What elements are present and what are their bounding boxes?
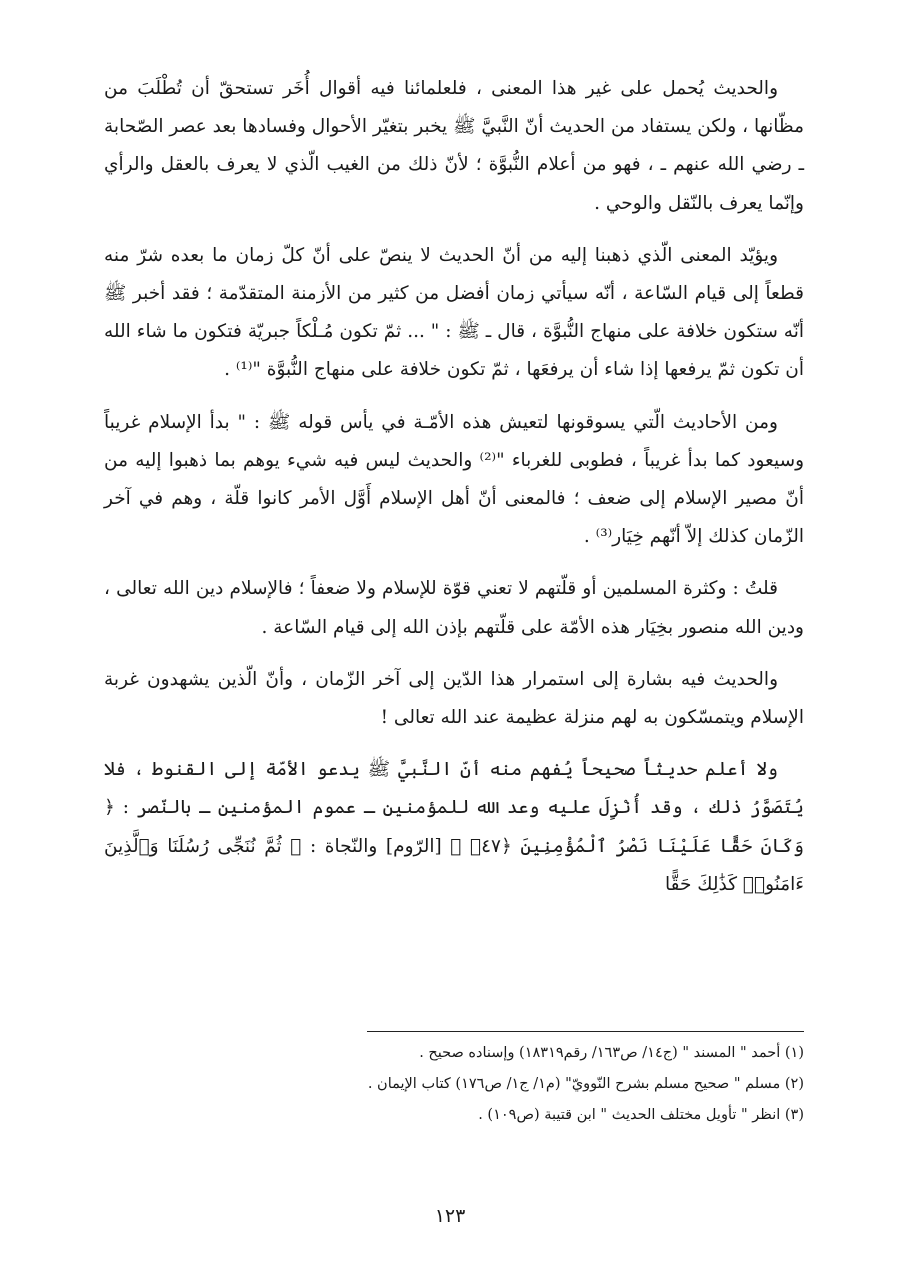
paragraph-1: والحديث يُحمل على غير هذا المعنى ، فلعلمائنا فيه أقوال أُخَر تستحقّ أن تُطْلَبَ من مظّانها ، ولكن يستفاد من الحديث أنّ النَّبيَّ ﷺ يخبر بتغيّر الأحوال وفسادها بعد عصر الصّحابة ـ رضي الله عنهم ـ ، فهو من أعلام النُّبوَّة ؛ لأنّ ذلك من الغيب الّذي لا يعرف بالعقل والرأي وإنّما يعرف بالنّقل والوحي . xyxy=(104,78,804,214)
page-number: ١٢٣ xyxy=(434,1205,466,1227)
paragraph-2: ويؤيّد المعنى الّذي ذهبنا إليه من أنّ الحديث لا ينصّ على أنّ كلّ زمان ما بعده شرّ منه قطعاً إلى قيام السّاعة ، أنّه سيأتي زمان أفضل من كثير من الأزمنة المتقدّمة ؛ فقد أخبر ﷺ أنّه ستكون خلافة على منهاج النُّبوَّة ، قال ـ ﷺ : " ... ثمّ تكون مُـلْكاً جبريّة فتكون ما شاء الله أن تكون ثمّ يرفعها إذا شاء أن يرفعَها ، ثمّ تكون خلافة على منهاج النُّبوَّة "⁽¹⁾ . xyxy=(104,244,804,381)
footnote-divider xyxy=(367,1031,804,1032)
page-body xyxy=(104,70,804,918)
paragraph-4: قلتُ : وكثرة المسلمين أو قلّتهم لا تعني قوّة للإسلام ولا ضعفاً ؛ فالإسلام دين الله تعالى ، ودين الله منصور بخِيَار هذه الأمّة على قلّتهم بإذن الله إلى قيام السّاعة . xyxy=(104,578,804,638)
footnote-2: (٢) مسلم " صحيح مسلم بشرح النّوويّ" (م١/ ج١/ ص١٧٦) كتاب الإيمان . xyxy=(367,1076,804,1092)
paragraph-6: ولا أعلم حديثاً صحيحاً يُفهم منه أنّ النَّبيَّ ﷺ يدعو الأمّة إلى القنوط ، فلا يُتَصَوَّرُ ذلك ، وقد أُنْزِلَ عليه وعد الله للمؤمنين ـ عموم المؤمنين ـ بالنّصر : ﴿ وَكَانَ حَقًّا عَلَيْنَا نَصْرُ ٱلْمُؤْمِنِينَ ﴿٤٧﴾ ﴾ [الرّوم] والنّجاة : ﴿ ثُمَّ نُنَجِّى رُسُلَنَا وَٱلَّذِينَ ءَامَنُوا۟ كَذَٰلِكَ حَقًّا xyxy=(104,759,804,895)
footnotes xyxy=(150,1038,804,1131)
paragraph-3: ومن الأحاديث الّتي يسوقونها لتعيش هذه الأمّـة في يأس قوله ﷺ : " بدأ الإسلام غريباً وسيعود كما بدأ غريباً ، فطوبى للغرباء "⁽²⁾ والحديث ليس فيه شيء يوهم بما ذهبوا إليه من أنّ مصير الإسلام إلى ضعف ؛ فالمعنى أنّ أهل الإسلام أَوَّل الأمر كانوا قلّة ، وهم في آخر الزّمان كذلك إلاّ أنّهم خِيَار⁽³⁾ . xyxy=(104,411,805,548)
footnote-1: (١) أحمد " المسند " (ج١٤/ ص١٦٣/ رقم١٨٣١٩) وإسناده صحيح . xyxy=(419,1045,804,1061)
footnote-3: (٣) انظر " تأويل مختلف الحديث " ابن قتيبة (ص١٠٩) . xyxy=(478,1107,804,1123)
paragraph-5: والحديث فيه بشارة إلى استمرار هذا الدّين إلى آخر الزّمان ، وأنّ الّذين يشهدون غربة الإسلام ويتمسّكون به لهم منزلة عظيمة عند الله تعالى ! xyxy=(104,668,804,729)
